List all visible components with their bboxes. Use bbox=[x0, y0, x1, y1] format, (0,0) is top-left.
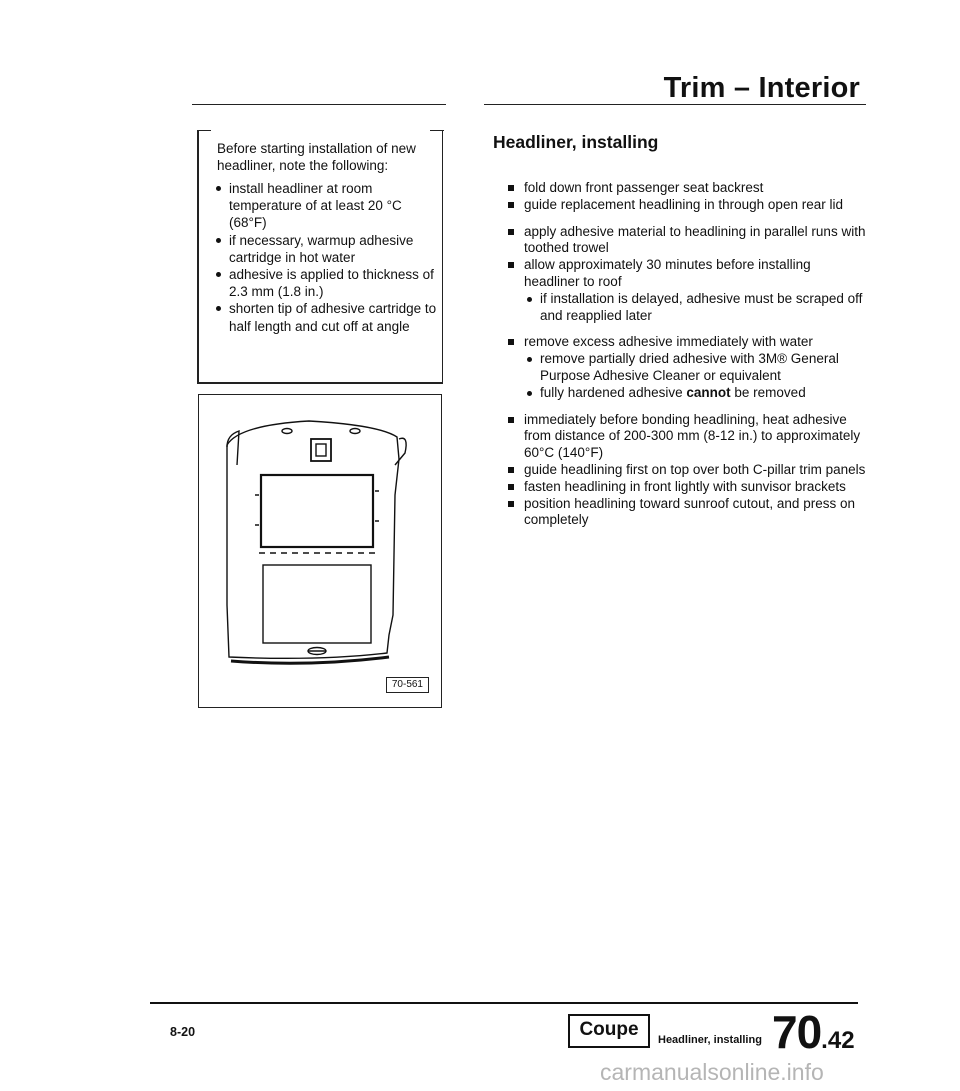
step-text: fasten headlining in front lightly with sunvisor brackets bbox=[524, 478, 846, 494]
note-item: adhesive is applied to thickness of 2.3 mm (1.8 in.) bbox=[213, 266, 437, 300]
section-title: Trim – Interior bbox=[663, 72, 860, 104]
step-item bbox=[508, 224, 868, 258]
step-item bbox=[508, 496, 868, 530]
sub-item-tail: be removed bbox=[734, 384, 806, 400]
sub-list bbox=[524, 351, 868, 401]
note-list bbox=[213, 180, 437, 335]
step-item bbox=[508, 462, 868, 479]
step-text: guide headlining first on top over both C-pillar trim panels bbox=[524, 461, 866, 477]
step-text: fold down front passenger seat backrest bbox=[524, 180, 764, 195]
sub-item bbox=[524, 385, 868, 402]
step-item bbox=[508, 197, 868, 214]
headliner-illustration bbox=[199, 395, 441, 707]
header-rule-left bbox=[192, 104, 446, 105]
note-item: install headliner at room temperature of at least 20 °C (68°F) bbox=[213, 180, 437, 232]
note-intro: Before starting installation of new headliner, note the following: bbox=[217, 141, 416, 173]
step-item bbox=[508, 334, 868, 401]
watermark: carmanualsonline.info bbox=[600, 1059, 824, 1085]
step-text: allow approximately 30 minutes before installing headliner to roof bbox=[524, 257, 811, 289]
page-number: 8-20 bbox=[170, 1025, 196, 1039]
sub-item-lead: fully hardened adhesive bbox=[540, 384, 683, 400]
step-list bbox=[508, 180, 868, 529]
step-item bbox=[508, 180, 868, 197]
step-item bbox=[508, 257, 868, 324]
step-text: remove excess adhesive immediately with water bbox=[524, 334, 813, 350]
step-text: apply adhesive material to headlining in parallel runs with toothed trowel bbox=[524, 223, 866, 256]
main-heading: Headliner, installing bbox=[493, 132, 659, 152]
figure-code: 70-561 bbox=[386, 677, 429, 693]
step-text: immediately before bonding headlining, heat adhesive from distance of 200-300 mm (8-12 in.) to approximately 60°C (140°F) bbox=[524, 411, 861, 461]
note-item: if necessary, warmup adhesive cartridge in hot water bbox=[213, 232, 437, 266]
step-text: guide replacement headlining in through open rear lid bbox=[524, 196, 843, 212]
step-text: position headlining toward sunroof cutout, and press on completely bbox=[524, 495, 855, 528]
group-number bbox=[772, 1006, 855, 1064]
group-number-main: 70 bbox=[772, 1006, 822, 1058]
headliner-figure bbox=[198, 394, 442, 708]
header-rule-right bbox=[484, 104, 866, 105]
model-badge: Coupe bbox=[568, 1014, 650, 1048]
sub-list bbox=[524, 291, 868, 325]
step-item bbox=[508, 479, 868, 496]
footer-topic: Headliner, installing bbox=[658, 1034, 762, 1046]
group-number-sub: .42 bbox=[821, 1027, 855, 1054]
sub-item: remove partially dried adhesive with 3M® General Purpose Adhesive Cleaner or equivalent bbox=[524, 351, 868, 385]
step-item bbox=[508, 412, 868, 462]
page-header bbox=[0, 0, 960, 130]
sub-item-emphasis: cannot bbox=[686, 384, 731, 400]
sub-item: if installation is delayed, adhesive must be scraped off and reapplied later bbox=[524, 291, 868, 325]
note-box bbox=[197, 130, 443, 384]
footer-rule bbox=[150, 1002, 858, 1004]
note-item: shorten tip of adhesive cartridge to half length and cut off at angle bbox=[213, 300, 437, 334]
